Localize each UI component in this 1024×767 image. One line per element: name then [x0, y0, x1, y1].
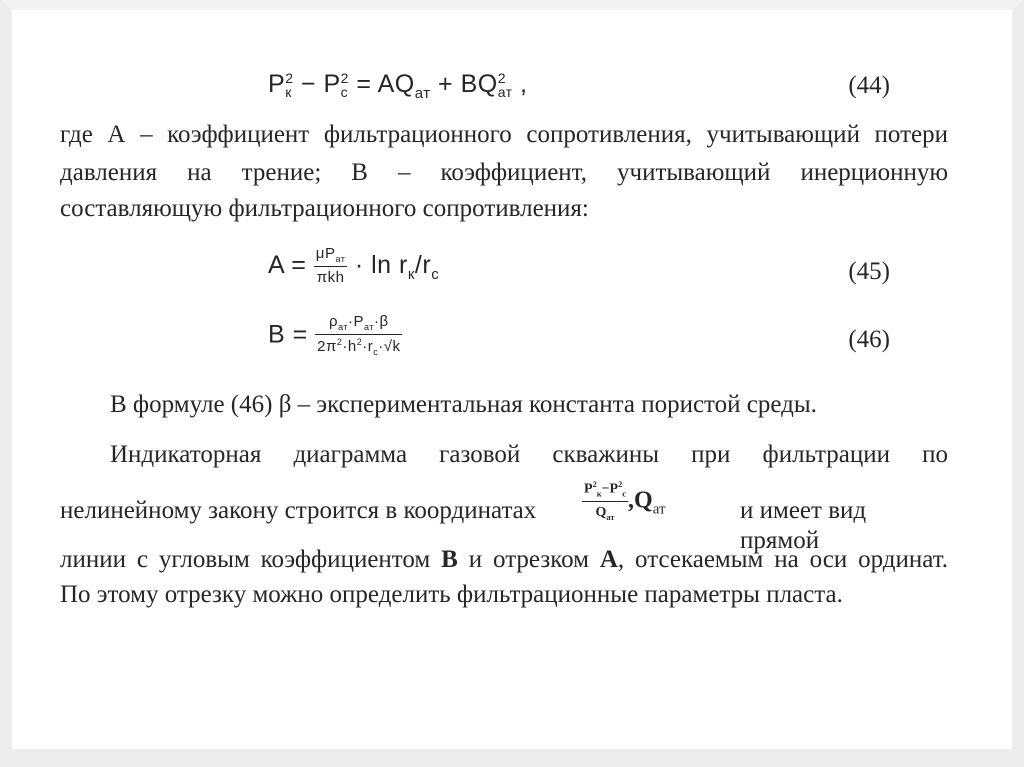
text-line	[60, 545, 948, 575]
equation-44-number: (44)	[848, 72, 890, 99]
equation-45: A = $\frac{\mu P_{ат}}{\text{πkh}}$ · $\ln r_к/r_с$	[268, 245, 440, 287]
equation-46-number: (46)	[848, 326, 890, 353]
coordinate-fraction: $\frac{P^2_к-P^2_с}{Q_{ат}}$ $,Q_{ат}$	[584, 480, 666, 522]
text-segment: , отсекаемым на оси ординат.	[617, 546, 949, 573]
text-segment: и отрезком	[468, 546, 589, 573]
equation-44: P 2 к − P 2 с = $AQ_{ат}$ + BQ 2 ат ,	[268, 70, 528, 102]
text-line: давления на трение; В – коэффициент, учитывающий инерционную	[60, 159, 948, 186]
text-segment: линии с угловым коэффициентом	[60, 546, 431, 573]
text-line: По этому отрезку можно определить фильтрационные параметры пласта.	[60, 581, 843, 608]
text-segment: и имеет вид прямой	[740, 497, 867, 554]
equation-45-number: (45)	[848, 258, 890, 285]
text-segment: нелинейному закону строится в координатах	[60, 497, 537, 524]
coefficient-A: А	[599, 546, 618, 573]
text-line: Индикаторная диаграмма газовой скважины при фильтрации по	[110, 441, 948, 468]
text-line: где А – коэффициент фильтрационного сопротивления, учитывающий потери	[60, 121, 948, 148]
text-line: составляющую фильтрационного сопротивления:	[60, 195, 589, 222]
formula-note: В формуле (46) β – экспериментальная константа пористой среды.	[110, 391, 817, 418]
text-line-with-fraction	[60, 480, 948, 554]
coefficient-B: В	[441, 546, 458, 573]
equation-46: B = $\frac{\rho_{ат}\cdot P_{ат}\cdot\beta}{2\pi^2\cdot h^2\cdot r_с\cdot√k}$	[268, 313, 401, 358]
